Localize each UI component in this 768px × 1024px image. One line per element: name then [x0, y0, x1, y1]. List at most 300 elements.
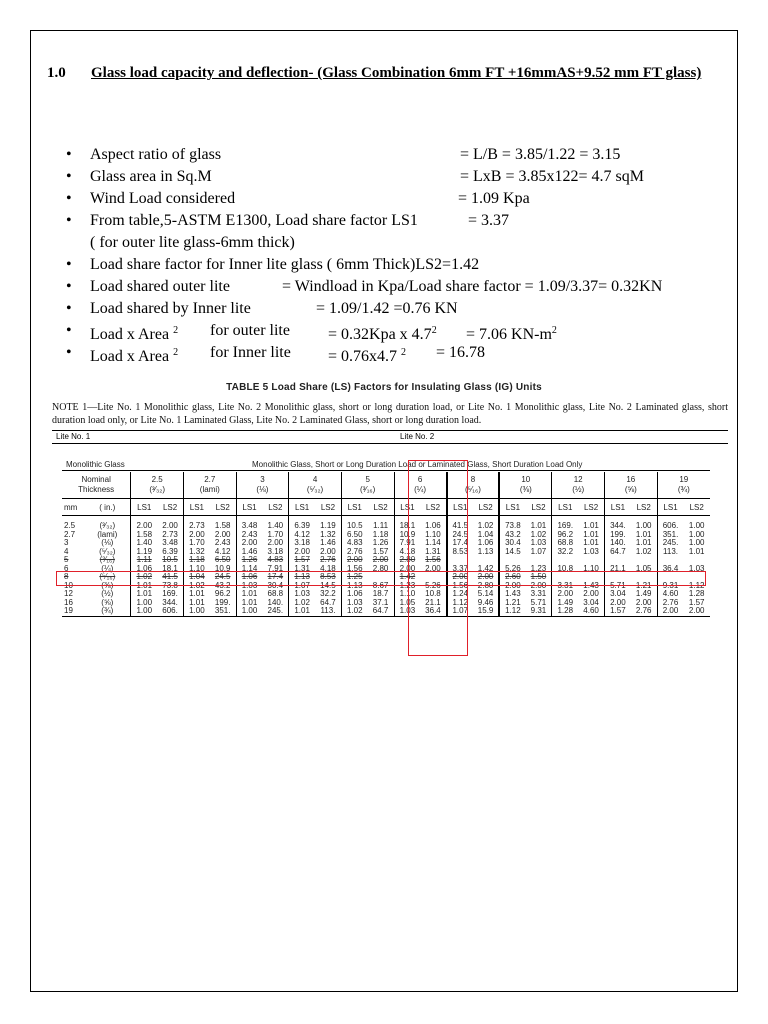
row-inch: (⁵⁄₁₆) — [99, 573, 116, 581]
item-value: = 3.37 — [468, 212, 510, 229]
ls1-cell: 199. — [605, 531, 631, 540]
ls1-label: LS1 — [341, 499, 367, 516]
ls2-cell: 1.00 — [635, 522, 652, 530]
ls2-cell: 1.10 — [583, 564, 599, 573]
ls2-cell — [683, 556, 710, 565]
ls2-cell: 1.14 — [425, 539, 441, 547]
ls1-cell: 2.00 — [657, 607, 683, 616]
ls2-cell: 1.00 — [688, 530, 705, 539]
ls1-cell: 7.91 — [394, 539, 420, 548]
ls1-cell: 10.5 — [341, 522, 367, 531]
ls2-cell: 1.01 — [688, 547, 705, 556]
item-value: = LxB = 3.85x122= 4.7 sqM — [460, 168, 644, 185]
ls1-cell: 1.57 — [289, 556, 315, 565]
load-share-table — [62, 472, 710, 617]
item-label-text: Load x Area — [90, 348, 170, 365]
ls1-cell: 140. — [605, 539, 631, 548]
ls1-cell: 606. — [657, 522, 683, 531]
ls1-cell: 6.39 — [289, 522, 315, 531]
row-inch: (lami) — [97, 530, 118, 539]
ls2-cell: 1.46 — [320, 539, 336, 547]
row-mm: 4 — [64, 547, 69, 556]
row-inch: (⅜) — [101, 581, 114, 590]
ls1-cell: 1.24 — [447, 590, 473, 599]
ls2-cell: 245. — [262, 607, 288, 616]
ls2-cell: 14.5 — [320, 581, 336, 590]
ls2-cell: 17.4 — [267, 573, 284, 581]
table-row — [62, 556, 710, 565]
item-sublabel: for Inner lite — [210, 344, 291, 361]
ls1-cell: 2.00 — [447, 573, 473, 582]
section-number: 1.0 — [47, 65, 66, 81]
ls1-label: LS1 — [183, 499, 209, 516]
ls2-cell: 2.43 — [214, 539, 231, 547]
ls2-cell: 2.00 — [635, 598, 652, 607]
ls2-cell: 1.49 — [635, 590, 652, 598]
bullet-icon: • — [66, 256, 72, 273]
row-mm: 8 — [64, 573, 69, 581]
item-label: From table,5-ASTM E1300, Load share factor LS1 — [90, 212, 418, 229]
ls2-cell: 1.70 — [267, 530, 284, 539]
ls1-cell — [499, 556, 525, 565]
ls2-cell: 1.00 — [688, 522, 705, 530]
thickness-column-header — [183, 472, 236, 499]
ls2-label: LS2 — [473, 499, 499, 516]
table-title: TABLE 5 Load Share (LS) Factors for Insulating Glass (IG) Units — [226, 382, 542, 393]
ls1-cell: 21.1 — [605, 565, 631, 574]
ls1-cell: 1.58 — [131, 531, 157, 540]
ls1-cell: 1.12 — [447, 599, 473, 608]
ls2-label: LS2 — [210, 499, 236, 516]
ls2-cell: 15.9 — [473, 607, 499, 616]
row-inch: (³⁄₃₂) — [99, 522, 116, 530]
item-label: Aspect ratio of glass — [90, 146, 222, 163]
ls1-cell: 43.2 — [499, 531, 525, 540]
ls2-cell: 6.39 — [162, 547, 178, 556]
column-mm: 5 — [365, 475, 370, 484]
ls1-cell: 2.80 — [394, 556, 420, 565]
table-header-row — [62, 472, 710, 499]
superscript: 2 — [551, 325, 557, 336]
ls1-label: LS1 — [499, 499, 525, 516]
lite-header-row — [52, 430, 728, 444]
row-mm: 10 — [64, 581, 73, 590]
ls2-cell: 5.26 — [425, 581, 441, 590]
ls2-cell: 1.32 — [320, 530, 336, 539]
ls1-cell: 1.06 — [131, 565, 157, 574]
ls2-cell: 10.9 — [214, 564, 231, 573]
ls1-cell: 2.73 — [183, 522, 209, 531]
table-row — [62, 607, 710, 616]
thickness-column-header — [131, 472, 184, 499]
ls2-cell: 1.13 — [477, 547, 494, 556]
ls1-cell: 1.03 — [341, 599, 367, 608]
ls2-cell: 140. — [267, 598, 284, 607]
column-mm: 10 — [521, 475, 531, 484]
column-mm: 4 — [312, 475, 318, 484]
ls1-cell: 1.06 — [341, 590, 367, 599]
ls2-cell: 2.00 — [162, 522, 178, 530]
ls1-cell: 1.00 — [131, 599, 157, 608]
row-mm: 5 — [64, 556, 69, 564]
row-mm: 2.7 — [64, 530, 76, 539]
ls2-cell: 2.00 — [683, 607, 710, 616]
ls1-cell: 1.13 — [289, 573, 315, 582]
row-mm: 6 — [64, 564, 69, 573]
ls2-cell — [473, 556, 499, 565]
ls1-cell: 1.57 — [605, 607, 631, 616]
ls1-cell: 1.00 — [183, 607, 209, 616]
ls1-cell: 1.02 — [183, 582, 209, 591]
ls2-cell: 18.7 — [372, 590, 389, 598]
item-label-text: Load x Area — [90, 326, 170, 343]
row-inch: (½) — [101, 590, 114, 598]
ls2-cell: 1.01 — [583, 530, 599, 539]
table-subheading: Monolithic Glass, Short or Long Duration Load or Laminated Glass, Short Duration Load Only — [252, 460, 583, 469]
ls1-cell: 3.04 — [605, 590, 631, 599]
ls1-cell: 2.00 — [183, 531, 209, 540]
ls1-cell: 245. — [657, 539, 683, 548]
ls1-cell: 1.46 — [236, 548, 262, 557]
ls2-cell: 68.8 — [267, 590, 284, 598]
ls2-cell: 1.58 — [214, 522, 231, 530]
ls2-label: LS2 — [368, 499, 394, 516]
ls1-cell: 2.00 — [394, 565, 420, 574]
column-mm: 6 — [417, 475, 423, 484]
ls1-cell: 36.4 — [657, 565, 683, 574]
ls2-cell: 36.4 — [420, 607, 446, 616]
ls1-cell: 30.4 — [499, 539, 525, 548]
item-label: Wind Load considered — [90, 190, 236, 207]
column-inch: (⅜) — [519, 485, 532, 494]
ls2-cell: 5.14 — [477, 590, 494, 598]
ls1-cell: 1.06 — [236, 573, 262, 582]
ls2-label: LS2 — [578, 499, 604, 516]
ls1-cell: 2.00 — [236, 539, 262, 548]
ls2-cell: 344. — [162, 598, 178, 607]
inch-label: ( in.) — [84, 499, 131, 516]
ls1-cell: 1.00 — [131, 607, 157, 616]
ls1-cell: 2.00 — [341, 556, 367, 565]
ls2-cell: 3.04 — [583, 598, 599, 607]
lite-1-label: Lite No. 1 — [56, 432, 91, 441]
ls1-cell: 4.83 — [341, 539, 367, 548]
item-label: Load shared by Inner lite — [90, 300, 251, 317]
item-value-text: = 0.32Kpa x 4.7 — [328, 326, 432, 343]
ls2-cell: 64.7 — [320, 598, 336, 607]
item-label: Load shared outer lite — [90, 278, 230, 295]
ls2-cell: 4.60 — [578, 607, 604, 616]
ls1-cell: 3.37 — [447, 565, 473, 574]
ls2-cell: 2.00 — [267, 539, 284, 547]
thickness-column-header — [289, 472, 342, 499]
ls2-cell: 32.2 — [320, 590, 336, 598]
ls1-cell: 1.13 — [341, 582, 367, 591]
ls2-label: LS2 — [262, 499, 288, 516]
ls1-cell: 6.50 — [341, 531, 367, 540]
ls2-cell: 1.56 — [425, 556, 441, 564]
ls1-cell: 1.07 — [289, 582, 315, 591]
ls1-cell: 1.19 — [131, 548, 157, 557]
ls2-cell: 1.01 — [583, 522, 599, 530]
ls1-cell: 1.03 — [289, 590, 315, 599]
item-label: Glass area in Sq.M — [90, 168, 212, 185]
table-row — [62, 539, 710, 548]
ls1-cell: 18.1 — [394, 522, 420, 531]
ls2-cell: 2.00 — [320, 547, 336, 556]
ls1-cell: 1.14 — [236, 565, 262, 574]
bullet-icon: • — [66, 300, 72, 317]
ls2-cell: 8.67 — [372, 581, 389, 590]
ls1-cell: 2.00 — [289, 548, 315, 557]
ls2-cell: 37.1 — [372, 598, 389, 607]
ls1-cell: 3.18 — [289, 539, 315, 548]
ls2-cell: 351. — [210, 607, 236, 616]
ls2-cell: 30.4 — [267, 581, 284, 590]
ls2-cell — [526, 556, 552, 565]
ls2-cell: 9.31 — [526, 607, 552, 616]
ls1-cell: 2.60 — [499, 573, 525, 582]
ls1-cell: 41.5 — [447, 522, 473, 531]
ls1-cell: 8.53 — [447, 548, 473, 557]
highlight-row-box — [56, 571, 706, 586]
item-label: Load share factor for Inner lite glass ( 6mm Thick)LS2=1.42 — [90, 256, 480, 273]
ls1-label: LS1 — [657, 499, 683, 516]
ls1-cell: 1.01 — [236, 590, 262, 599]
bullet-icon: • — [66, 278, 72, 295]
ls2-cell: 1.11 — [373, 522, 389, 530]
ls2-cell: 1.26 — [372, 539, 389, 547]
row-mm: 2.5 — [64, 522, 76, 530]
ls2-cell: 1.43 — [583, 581, 599, 590]
ls1-cell: 1.25 — [341, 573, 367, 582]
ls1-cell: 2.76 — [341, 548, 367, 557]
ls2-cell: 2.00 — [583, 590, 599, 598]
ls1-cell: 1.56 — [341, 565, 367, 574]
ls2-cell: 2.80 — [477, 581, 494, 590]
ls1-cell: 10.9 — [394, 531, 420, 540]
ls2-cell: 7.91 — [267, 564, 284, 573]
column-inch: (³⁄₃₂) — [149, 485, 166, 494]
ls2-cell: 1.31 — [425, 547, 441, 556]
ls2-cell: 2.76 — [320, 556, 336, 564]
column-mm: 12 — [573, 475, 583, 484]
ls1-cell: 17.4 — [447, 539, 473, 548]
bullet-icon: • — [66, 190, 72, 207]
table-row — [62, 522, 710, 531]
ls2-cell: 21.1 — [425, 598, 441, 607]
ls2-label: LS2 — [157, 499, 183, 516]
ls1-cell: 1.10 — [183, 565, 209, 574]
column-mm: 2.5 — [151, 475, 163, 484]
ls2-cell: 113. — [315, 607, 341, 616]
ls1-cell: 1.43 — [499, 590, 525, 599]
item-value: = 1.09 Kpa — [458, 190, 530, 207]
ls2-cell: 3.18 — [267, 547, 284, 556]
bullet-icon: • — [66, 168, 72, 185]
ls2-cell: 5.71 — [530, 598, 547, 607]
ls1-cell: 1.02 — [341, 607, 367, 616]
ls1-label: LS1 — [605, 499, 631, 516]
mm-label: mm — [62, 499, 84, 516]
ls2-cell: 3.31 — [530, 590, 547, 598]
ls1-cell: 1.10 — [394, 590, 420, 599]
superscript: 2 — [431, 325, 437, 336]
table-row — [62, 590, 710, 599]
ls2-cell — [631, 556, 657, 565]
table-rule — [62, 470, 710, 471]
item-result-text: = 7.06 KN-m — [466, 326, 552, 343]
ls1-cell: 169. — [552, 522, 578, 531]
ls1-cell: 1.01 — [131, 590, 157, 599]
ls-label-row — [62, 499, 710, 516]
ls1-label: LS1 — [447, 499, 473, 516]
column-inch: (³⁄₁₆) — [360, 485, 376, 494]
thickness-column-header — [552, 472, 605, 499]
ls1-label: LS1 — [289, 499, 315, 516]
ls2-label: LS2 — [683, 499, 710, 516]
ls1-cell: 5.71 — [605, 582, 631, 591]
ls1-cell: 64.7 — [605, 548, 631, 557]
ls2-cell: 199. — [214, 598, 231, 607]
ls1-cell: 1.07 — [447, 607, 473, 616]
row-inch: (⁵⁄₃₂) — [99, 547, 116, 556]
item-value: = Windload in Kpa/Load share factor = 1.09/3.37= 0.32KN — [282, 278, 663, 295]
row-inch: (⅛) — [101, 539, 114, 547]
column-inch: (¾) — [677, 485, 690, 494]
ls2-cell: 6.50 — [214, 556, 231, 564]
row-mm: 16 — [64, 598, 73, 607]
row-mm: 3 — [64, 539, 69, 547]
ls2-cell: 1.01 — [635, 530, 652, 539]
ls1-cell: 68.8 — [552, 539, 578, 548]
ls1-label: LS1 — [236, 499, 262, 516]
ls2-cell: 1.03 — [688, 564, 705, 573]
ls1-cell: 1.01 — [131, 582, 157, 591]
ls1-cell: 3.48 — [236, 522, 262, 531]
ls1-cell: 5.26 — [499, 565, 525, 574]
ls2-cell: 4.18 — [320, 564, 336, 573]
superscript: 2 — [173, 347, 179, 358]
ls1-label: LS1 — [394, 499, 420, 516]
thickness-column-header — [341, 472, 394, 499]
ls2-cell: 1.02 — [635, 547, 652, 556]
ls1-cell: 1.04 — [183, 573, 209, 582]
column-inch: (¼) — [414, 485, 427, 494]
table-row — [62, 548, 710, 557]
row-inch: (¼) — [101, 564, 114, 573]
ls1-cell: 2.00 — [552, 590, 578, 599]
ls2-cell: 1.50 — [530, 573, 547, 581]
ls1-cell: 1.40 — [131, 539, 157, 548]
item-value: = 1.09/1.42 =0.76 KN — [316, 300, 458, 317]
ls2-label: LS2 — [631, 499, 657, 516]
item-result: = 16.78 — [436, 344, 486, 361]
item-value-text: = 0.76x4.7 — [328, 348, 398, 365]
ls1-cell: 1.05 — [394, 599, 420, 608]
column-mm: 3 — [260, 475, 265, 484]
ls2-cell: 1.02 — [477, 522, 494, 530]
ls2-cell: 73.8 — [162, 581, 178, 590]
ls1-cell: 2.76 — [657, 599, 683, 608]
ls1-cell: 1.26 — [236, 556, 262, 565]
highlight-column-box — [408, 460, 468, 656]
ls2-cell: 41.5 — [162, 573, 178, 581]
ls2-cell: 3.48 — [162, 539, 178, 547]
column-inch: (⁵⁄₁₆) — [464, 485, 481, 494]
ls1-cell: 1.32 — [183, 548, 209, 557]
ls1-cell: 1.02 — [289, 599, 315, 608]
item-sublabel: for outer lite — [210, 322, 290, 339]
ls2-cell: 64.7 — [368, 607, 394, 616]
ls1-cell: 1.21 — [499, 599, 525, 608]
ls2-cell: 2.80 — [372, 564, 389, 573]
ls2-cell: 1.02 — [530, 530, 547, 539]
ls1-cell — [552, 556, 578, 565]
ls1-cell: 4.18 — [394, 548, 420, 557]
ls1-cell: 1.01 — [289, 607, 315, 616]
ls2-cell: 1.01 — [583, 539, 599, 547]
ls1-cell — [605, 556, 631, 565]
ls2-cell: 1.06 — [477, 539, 494, 547]
row-inch: (⅝) — [101, 598, 114, 607]
table-note: NOTE 1—Lite No. 1 Monolithic glass, Lite No. 2 Monolithic glass, short or long duration load, or Lite No. 1 Monolithic glass, Lite No. 2 Laminated glass, short duration load only, or Lite No. 1 Laminated Glass, Lite No. 2 Laminated Glass, short or long duration load. — [52, 402, 728, 426]
ls2-cell: 18.1 — [162, 564, 178, 573]
ls1-cell: 344. — [605, 522, 631, 531]
column-inch: (lami) — [199, 485, 220, 494]
ls1-cell: 1.18 — [183, 556, 209, 565]
ls2-cell: 1.00 — [688, 539, 705, 547]
ls1-cell: 14.5 — [499, 548, 525, 557]
ls2-cell: 1.06 — [425, 522, 441, 530]
ls1-cell: 1.42 — [394, 573, 420, 582]
thickness-column-header — [657, 472, 710, 499]
ls2-cell: 1.21 — [635, 581, 652, 590]
ls2-cell: 10.8 — [425, 590, 441, 598]
bullet-icon: • — [66, 322, 72, 339]
ls1-cell: 32.2 — [552, 548, 578, 557]
ls2-cell: 1.01 — [635, 539, 652, 547]
item-value — [328, 342, 406, 368]
ls2-label: LS2 — [526, 499, 552, 516]
ls2-cell: 1.03 — [583, 547, 599, 556]
ls1-cell: 1.01 — [183, 590, 209, 599]
ls1-cell: 73.8 — [499, 522, 525, 531]
ls2-cell: 169. — [162, 590, 178, 598]
thickness-column-header — [605, 472, 658, 499]
ls2-cell: 1.40 — [267, 522, 284, 530]
ls2-cell: 1.57 — [372, 547, 389, 556]
ls2-cell — [578, 556, 604, 565]
ls2-cell: 9.46 — [477, 598, 494, 607]
ls1-cell — [657, 556, 683, 565]
thickness-column-header — [236, 472, 289, 499]
ls2-cell: 10.5 — [162, 556, 178, 564]
column-inch: (⅛) — [256, 485, 269, 494]
ls2-cell: 1.07 — [530, 547, 547, 556]
ls2-cell: 43.2 — [214, 581, 231, 590]
section-title: Glass load capacity and deflection- (Glass Combination 6mm FT +16mmAS+9.52 mm FT glass) — [91, 65, 702, 81]
column-inch: (⁵⁄₃₂) — [306, 485, 324, 494]
item-continuation: ( for outer lite glass-6mm thick) — [90, 234, 295, 251]
row-mm: 12 — [64, 590, 73, 598]
ls1-cell: 2.00 — [605, 599, 631, 608]
ls1-cell: 1.28 — [552, 607, 578, 616]
ls2-cell: 2.00 — [477, 573, 494, 581]
ls2-cell: 1.12 — [688, 581, 705, 590]
ls2-cell: 606. — [157, 607, 183, 616]
ls1-cell: 1.11 — [131, 556, 157, 565]
